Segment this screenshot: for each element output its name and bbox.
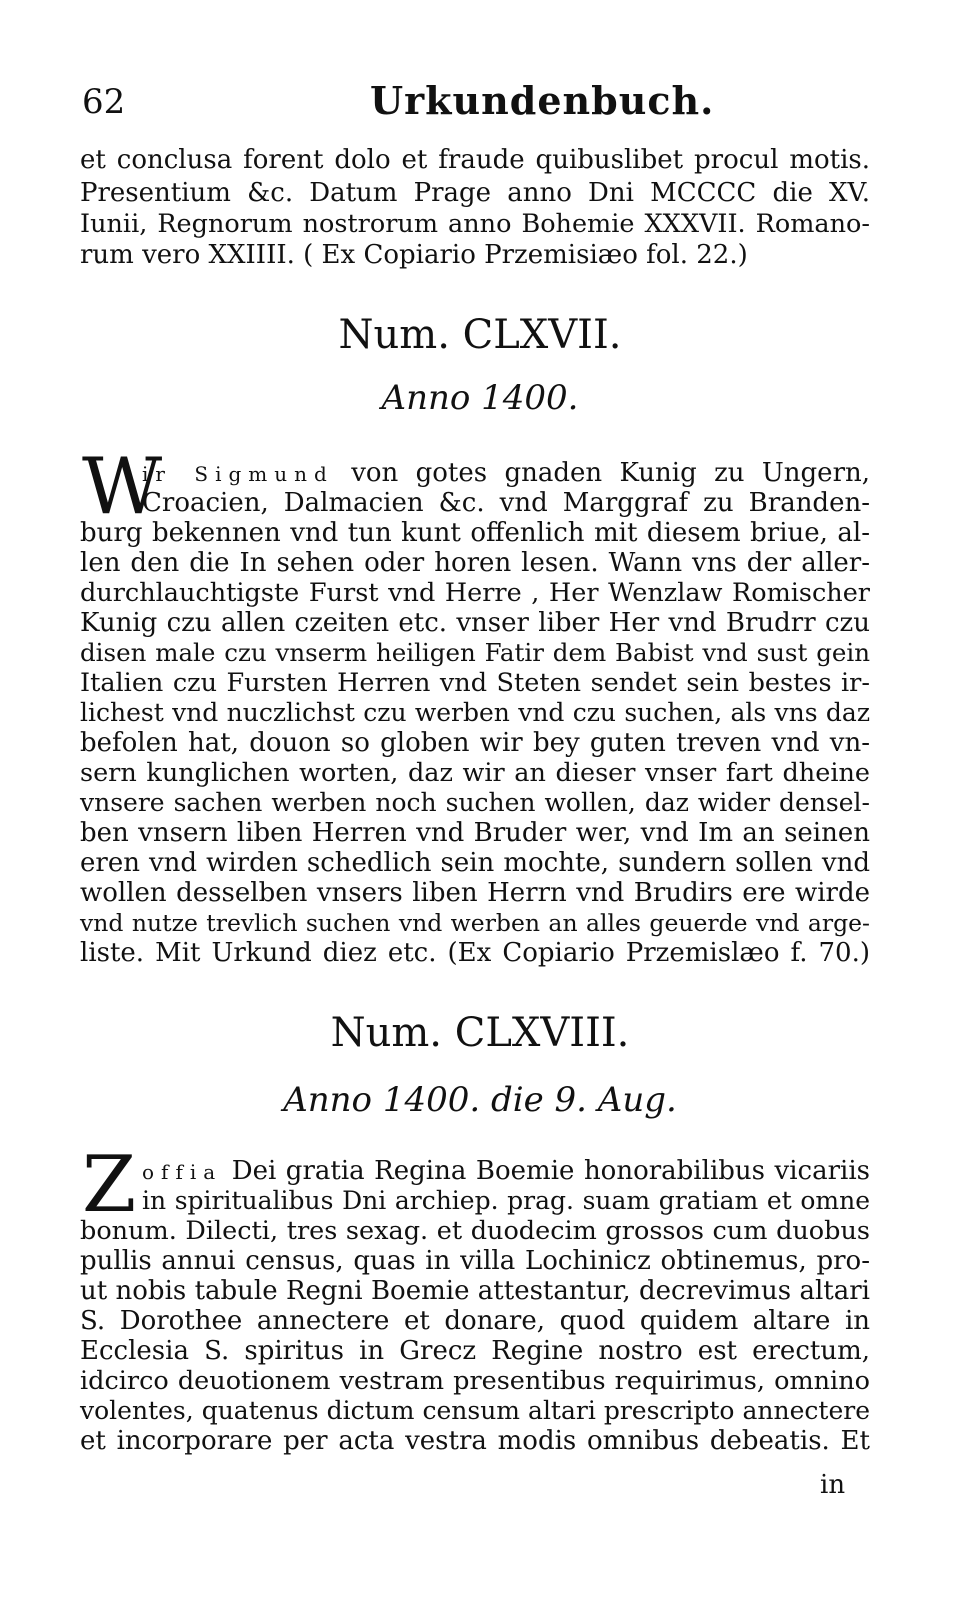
document-number-heading: Num. CLXVIII. (330, 1010, 630, 1056)
drop-cap: W (82, 442, 163, 532)
text-line: S. Dorothee annectere et donare, quod quidem altare in (80, 1306, 870, 1336)
text-line: disen male czu vnserm heiligen Fatir dem Babist vnd sust gein (80, 638, 870, 667)
text-line: idcirco deuotionem vestram presentibus requirimus, omnino (80, 1366, 870, 1396)
document-date: Anno 1400. die 9. Aug. (283, 1080, 677, 1120)
text-line-rest: Dei gratia Regina Boemie honorabilibus vicariis (231, 1156, 870, 1186)
intro-line: Presentium &c. Datum Prage anno Dni MCCCC die XV. (80, 178, 870, 208)
document-number-heading: Num. CLXVII. (338, 312, 622, 358)
text-line: bonum. Dilecti, tres sexag. et duodecim grossos cum duobus (80, 1216, 870, 1246)
intro-line: Iunii, Regnorum nostrorum anno Bohemie XXXVII. Romano- (80, 209, 870, 239)
smallcaps-lead: offia (142, 1160, 223, 1184)
intro-line: rum vero XXIIII. ( Ex Copiario Przemisiæo fol. 22.) (80, 240, 748, 270)
text-line: lichest vnd nuczlichst czu werben vnd czu suchen, als vns daz (80, 698, 870, 727)
text-line: sern kunglichen worten, daz wir an dieser vnser fart dheine (80, 758, 870, 788)
text-line: ben vnsern liben Herren vnd Bruder wer, vnd Im an seinen (80, 818, 870, 848)
document-date: Anno 1400. (381, 378, 579, 418)
text-line: befolen hat, douon so globen wir bey guten treven vnd vn- (80, 728, 870, 758)
page-header (80, 70, 870, 123)
text-line: len den die In sehen oder horen lesen. Wann vns der aller- (80, 548, 870, 578)
page-number: 62 (82, 82, 126, 122)
text-line: durchlauchtigste Furst vnd Herre , Her Wenzlaw Romischer (80, 578, 870, 608)
catchword: in (820, 1470, 846, 1500)
text-line-rest: von gotes gnaden Kunig zu Ungern, (351, 458, 871, 488)
text-line: ut nobis tabule Regni Boemie attestantur, decrevimus altari (80, 1276, 870, 1306)
running-title: Urkundenbuch. (370, 78, 715, 123)
text-line: vnd nutze trevlich suchen vnd werben an alles geuerde vnd arge- (80, 909, 870, 937)
intro-line: et conclusa forent dolo et fraude quibuslibet procul motis. (80, 145, 870, 175)
text-line: et incorporare per acta vestra modis omnibus debeatis. Et (80, 1426, 870, 1456)
text-line: wollen desselben vnsers liben Herrn vnd Brudirs ere wirde (80, 878, 870, 908)
text-line: Ecclesia S. spiritus in Grecz Regine nostro est erectum, (80, 1336, 870, 1366)
text-line (142, 458, 870, 488)
text-line: in spiritualibus Dni archiep. prag. suam gratiam et omne (142, 1186, 870, 1215)
text-line: Croacien, Dalmacien &c. vnd Marggraf zu Branden- (142, 488, 870, 518)
text-line: burg bekennen vnd tun kunt offenlich mit diesem briue, al- (80, 518, 870, 548)
text-line: Italien czu Fursten Herren vnd Steten sendet sein bestes ir- (80, 668, 870, 698)
text-line: eren vnd wirden schedlich sein mochte, sundern sollen vnd (80, 848, 870, 878)
smallcaps-lead: ir Sigmund (142, 462, 334, 486)
text-line: liste. Mit Urkund diez etc. (Ex Copiario Przemislæo f. 70.) (80, 938, 870, 968)
text-line (142, 1156, 870, 1186)
text-line: Kunig czu allen czeiten etc. vnser liber Her vnd Brudrr czu (80, 608, 870, 638)
text-line: pullis annui census, quas in villa Lochinicz obtinemus, pro- (80, 1246, 870, 1276)
text-line: volentes, quatenus dictum censum altari prescripto annectere (80, 1396, 870, 1425)
text-line: vnsere sachen werben noch suchen wollen, daz wider densel- (80, 788, 870, 817)
drop-cap: Z (82, 1140, 137, 1230)
